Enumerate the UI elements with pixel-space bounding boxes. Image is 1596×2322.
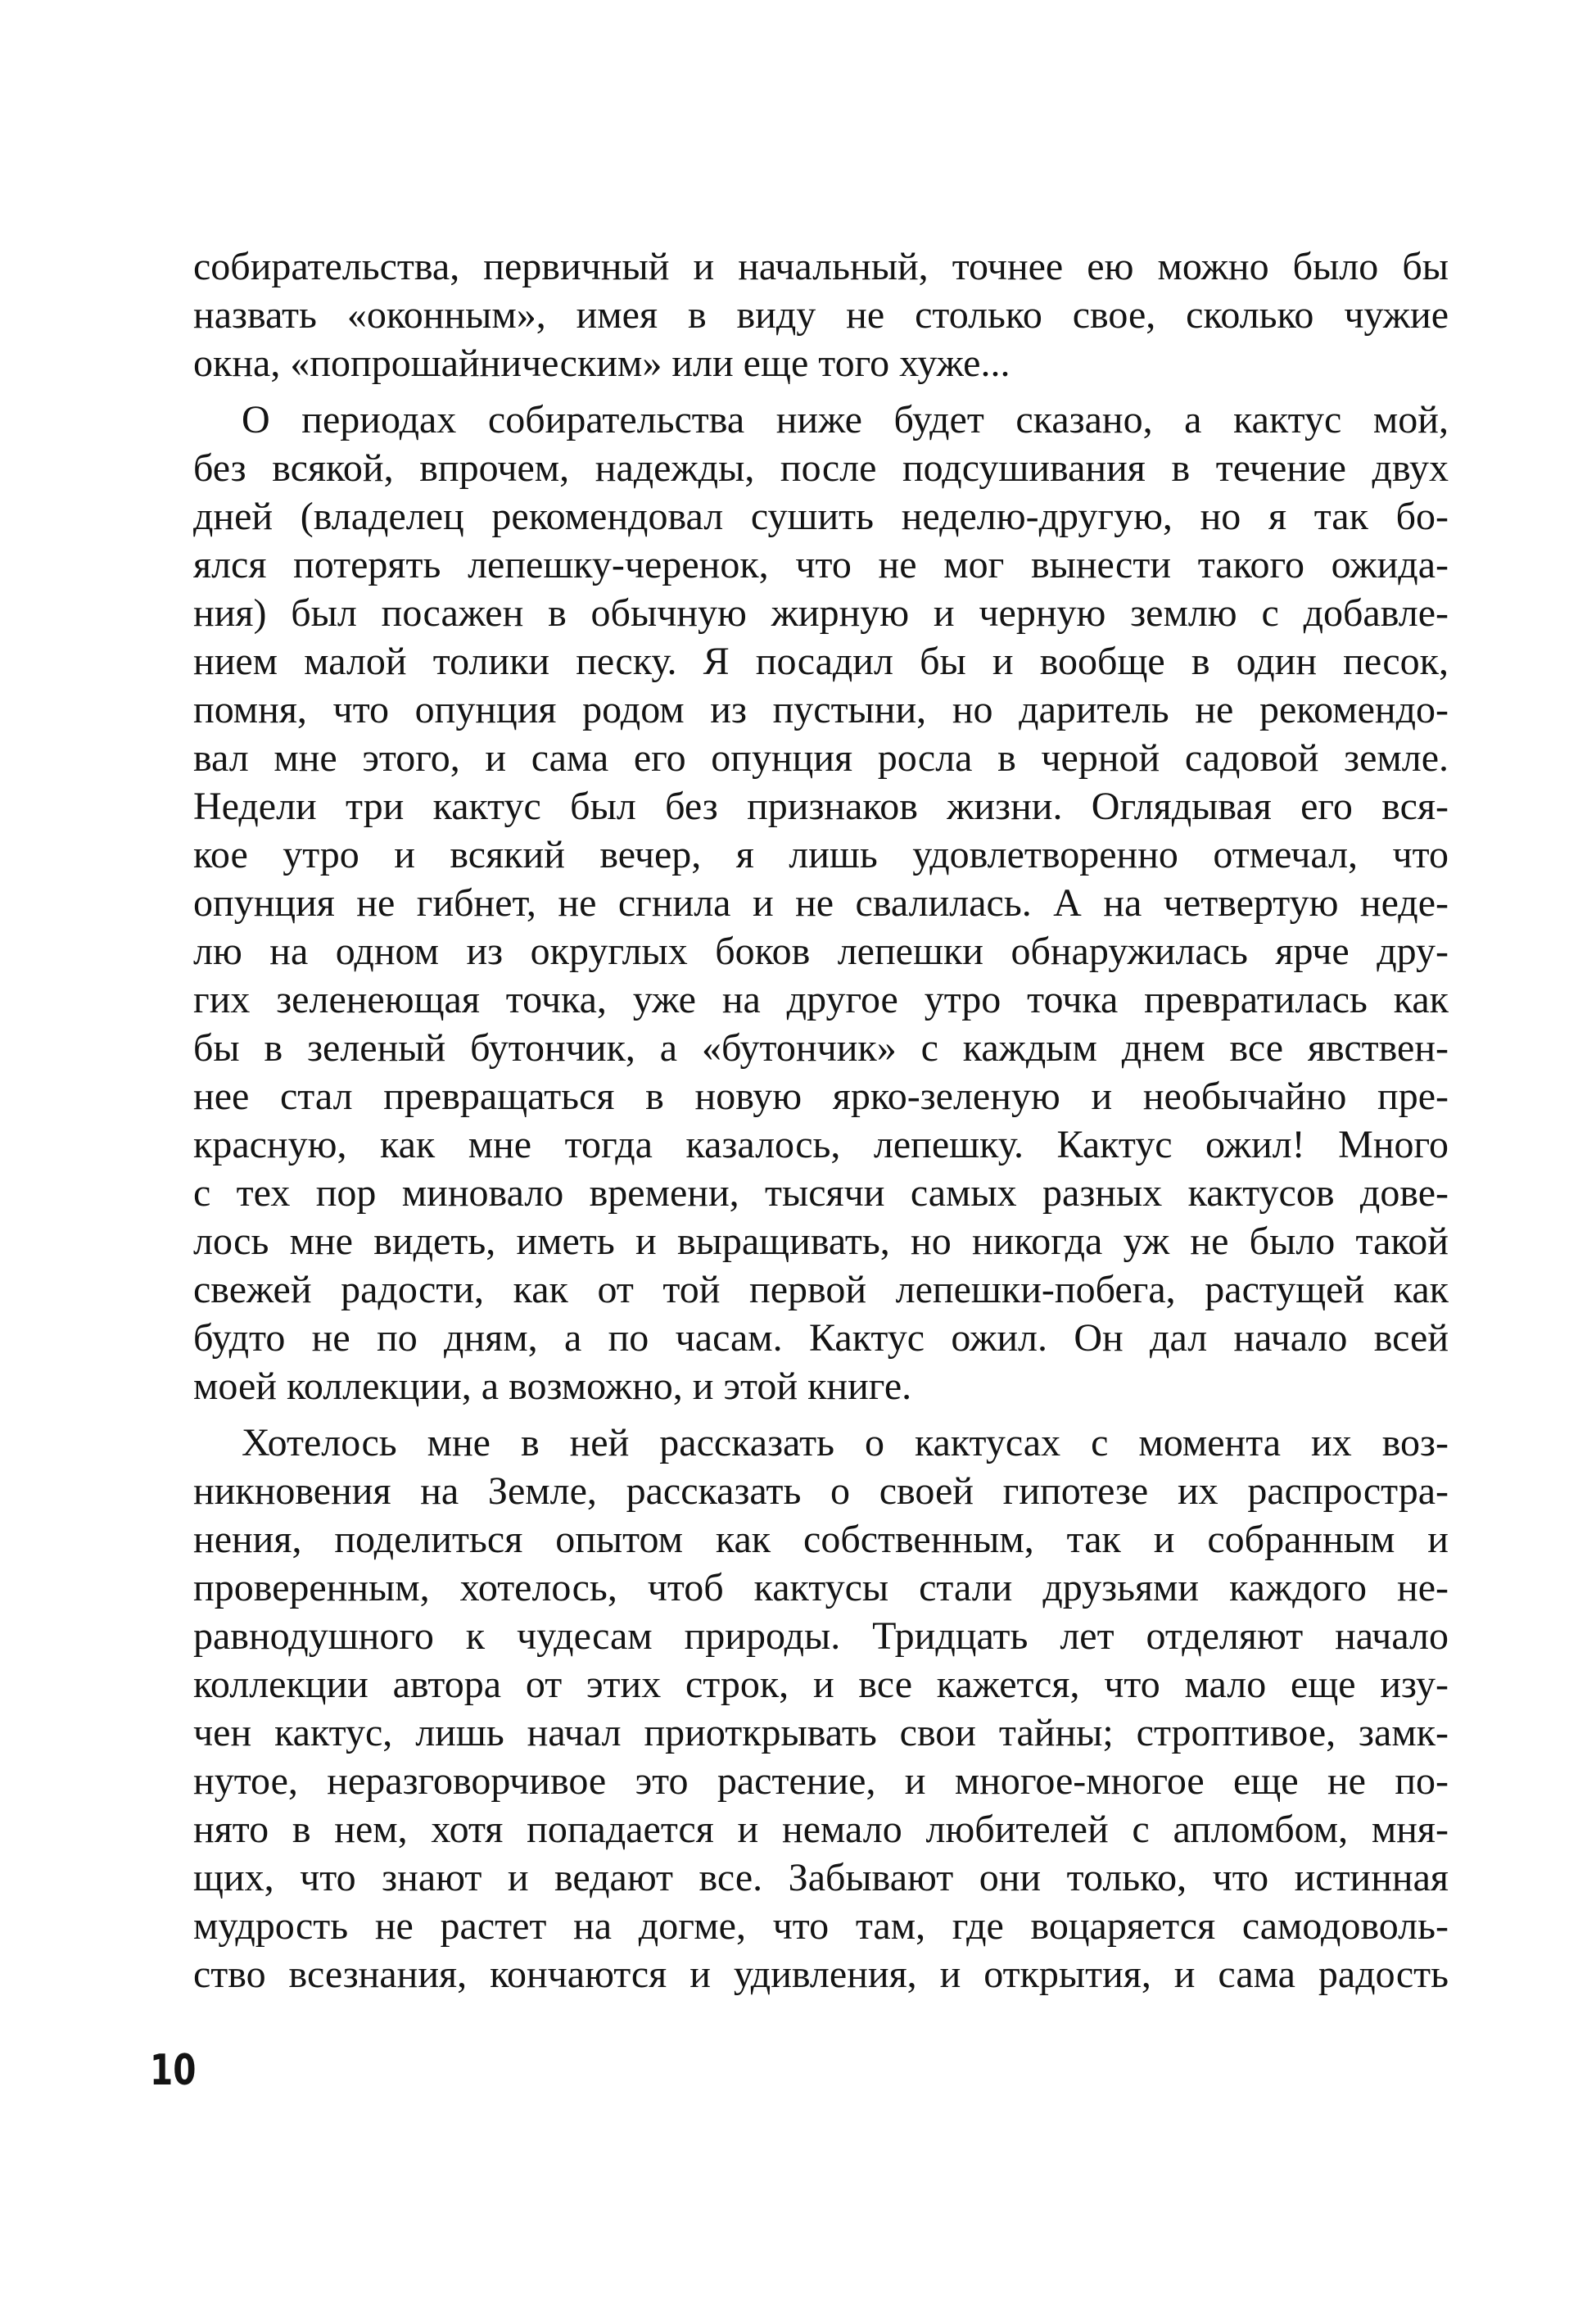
text-line: Недели три кактус был без признаков жизни. Оглядывая его вся- bbox=[193, 785, 1449, 828]
page-number: 10 bbox=[150, 2046, 197, 2095]
text-line: коллекции автора от этих строк, и все кажется, что мало еще изу- bbox=[193, 1663, 1449, 1706]
text-line: окна, «попрошайническим» или еще того хуже... bbox=[193, 342, 1010, 385]
paragraph bbox=[193, 242, 1449, 387]
text-line: красную, как мне тогда казалось, лепешку. Кактус ожил! Много bbox=[193, 1123, 1449, 1166]
text-line: чен кактус, лишь начал приоткрывать свои тайны; строптивое, замк- bbox=[193, 1711, 1449, 1754]
paragraph bbox=[193, 1419, 1449, 1998]
text-line: лю на одном из округлых боков лепешки обнаружилась ярче дру- bbox=[193, 930, 1449, 973]
text-line: ство всезнания, кончаются и удивления, и открытия, и сама радость bbox=[193, 1953, 1449, 1996]
paragraph bbox=[193, 396, 1449, 1410]
text-line: гих зеленеющая точка, уже на другое утро точка превратилась как bbox=[193, 978, 1449, 1021]
text-line: кое утро и всякий вечер, я лишь удовлетворенно отмечал, что bbox=[193, 833, 1449, 876]
text-line: нения, поделиться опытом как собственным, так и собранным и bbox=[193, 1518, 1449, 1561]
body-text bbox=[193, 242, 1449, 1998]
text-line: собирательства, первичный и начальный, точнее ею можно было бы bbox=[193, 245, 1449, 288]
text-line: без всякой, впрочем, надежды, после подсушивания в течение двух bbox=[193, 446, 1449, 490]
text-line: нием малой толики песку. Я посадил бы и вообще в один песок, bbox=[193, 640, 1449, 683]
text-line: с тех пор миновало времени, тысячи самых разных кактусов дове- bbox=[193, 1171, 1449, 1215]
text-line: бы в зеленый бутончик, а «бутончик» с каждым днем все явствен- bbox=[193, 1026, 1449, 1070]
text-line: опунция не гибнет, не сгнила и не свалилась. А на четвертую неде- bbox=[193, 881, 1449, 925]
text-line: дней (владелец рекомендовал сушить неделю-другую, но я так бо- bbox=[193, 495, 1449, 538]
text-line: щих, что знают и ведают все. Забывают они только, что истинная bbox=[193, 1856, 1449, 1899]
text-line: свежей радости, как от той первой лепешки-побега, растущей как bbox=[193, 1268, 1449, 1311]
text-line: моей коллекции, а возможно, и этой книге. bbox=[193, 1365, 912, 1408]
text-line: будто не по дням, а по часам. Кактус ожил. Он дал начало всей bbox=[193, 1316, 1449, 1360]
text-line: ялся потерять лепешку-черенок, что не мог вынести такого ожида- bbox=[193, 543, 1449, 586]
text-line: ния) был посажен в обычную жирную и черную землю с добавле- bbox=[193, 591, 1449, 635]
text-line: равнодушного к чудесам природы. Тридцать лет отделяют начало bbox=[193, 1614, 1449, 1658]
text-line: нее стал превращаться в новую ярко-зеленую и необычайно пре- bbox=[193, 1075, 1449, 1118]
text-line: Хотелось мне в ней рассказать о кактусах с момента их воз- bbox=[242, 1421, 1449, 1464]
text-line: вал мне этого, и сама его опунция росла в черной садовой земле. bbox=[193, 736, 1449, 780]
text-line: нято в нем, хотя попадается и немало любителей с апломбом, мня- bbox=[193, 1808, 1449, 1851]
text-line: нутое, неразговорчивое это растение, и многое-многое еще не по- bbox=[193, 1759, 1449, 1803]
text-line: назвать «оконным», имея в виду не столько свое, сколько чужие bbox=[193, 293, 1449, 337]
text-line: проверенным, хотелось, чтоб кактусы стали друзьями каждого не- bbox=[193, 1566, 1449, 1609]
text-line: лось мне видеть, иметь и выращивать, но никогда уж не было такой bbox=[193, 1220, 1449, 1263]
text-line: никновения на Земле, рассказать о своей гипотезе их распростра- bbox=[193, 1469, 1449, 1513]
text-line: мудрость не растет на догме, что там, где воцаряется самодоволь- bbox=[193, 1904, 1449, 1948]
text-line: О периодах собирательства ниже будет сказано, а кактус мой, bbox=[242, 398, 1449, 441]
text-line: помня, что опунция родом из пустыни, но даритель не рекомендо- bbox=[193, 688, 1449, 731]
